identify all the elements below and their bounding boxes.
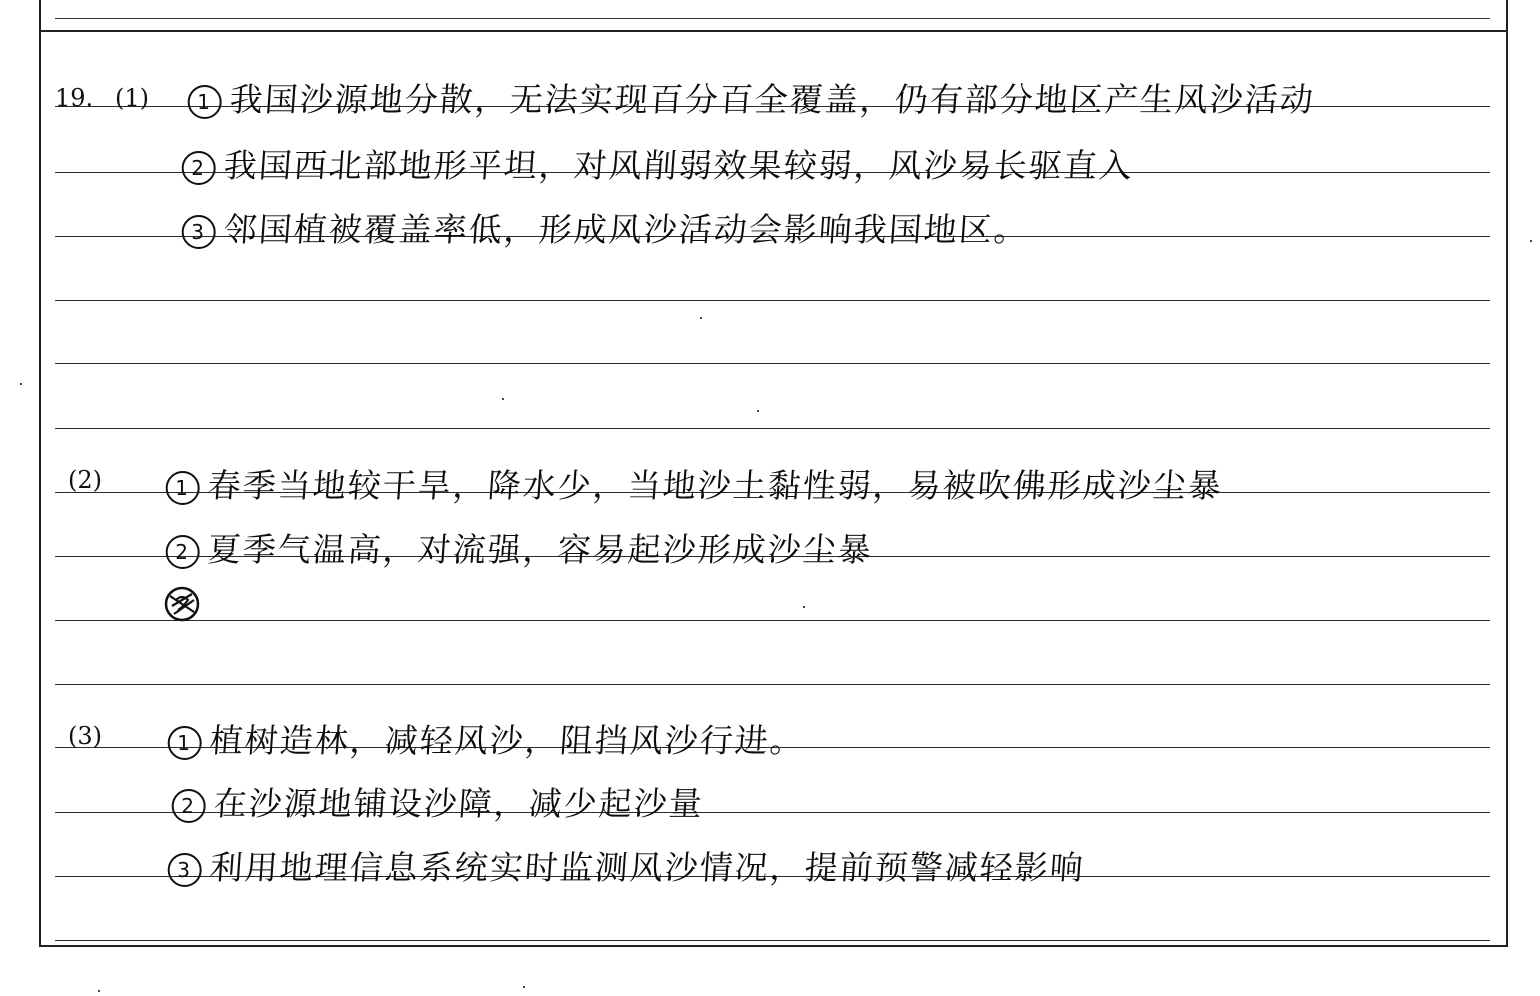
ruled-line (55, 684, 1490, 685)
answer-1-2 (180, 140, 1135, 187)
circled-number-marker: 2 (182, 151, 216, 185)
ruled-line (55, 620, 1490, 621)
answer-text: 我国沙源地分散，无法实现百分百全覆盖，仍有部分地区产生风沙活动 (228, 80, 1317, 119)
circled-number-marker: 1 (168, 726, 202, 760)
ruled-line (55, 363, 1490, 364)
answer-2-2 (164, 524, 874, 571)
ruled-line (55, 940, 1490, 941)
answer-text: 春季当地较干旱，降水少，当地沙土黏性弱，易被吹佛形成沙尘暴 (206, 466, 1225, 505)
answer-2-1 (164, 460, 1224, 507)
scan-speck (98, 990, 100, 992)
answer-text: 植树造林，减轻风沙，阻挡风沙行进。 (208, 721, 807, 760)
answer-text: 我国西北部地形平坦，对风削弱效果较弱，风沙易长驱直入 (222, 146, 1136, 185)
ruled-line (55, 428, 1490, 429)
circled-number-marker: 3 (168, 853, 202, 887)
answer-text: 利用地理信息系统实时监测风沙情况，提前预警减轻影响 (208, 848, 1087, 887)
circled-number-marker: 1 (188, 85, 222, 119)
ruled-line (55, 300, 1490, 301)
scan-speck (523, 986, 525, 988)
answer-3-1 (166, 715, 806, 762)
part-label-2: (2) (68, 466, 102, 494)
answer-sheet-top-border (39, 30, 1508, 32)
answer-1-3 (180, 204, 1030, 251)
circled-number-marker: 2 (172, 789, 206, 823)
answer-3-2 (170, 778, 705, 825)
scan-speck (502, 398, 504, 400)
scan-speck (757, 410, 759, 412)
answer-text: 在沙源地铺设沙障，减少起沙量 (212, 784, 706, 823)
answer-3-3 (166, 842, 1086, 889)
scan-speck (700, 317, 702, 319)
scan-speck (1530, 240, 1532, 242)
scan-speck (803, 606, 805, 608)
circled-number-marker: 3 (182, 215, 216, 249)
answer-text: 夏季气温高，对流强，容易起沙形成沙尘暴 (206, 530, 875, 569)
part-label-1: (1) (115, 84, 149, 112)
circled-number-marker: 1 (166, 471, 200, 505)
answer-1-1 (186, 74, 1316, 121)
part-label-3: (3) (68, 722, 102, 750)
circled-number-marker: 2 (166, 535, 200, 569)
question-number: 19. (55, 84, 94, 112)
answer-text: 邻国植被覆盖率低，形成风沙活动会影响我国地区。 (222, 210, 1031, 249)
previous-section-line (55, 18, 1490, 19)
scan-speck (20, 383, 22, 385)
crossed-out-marker-icon (164, 586, 200, 622)
